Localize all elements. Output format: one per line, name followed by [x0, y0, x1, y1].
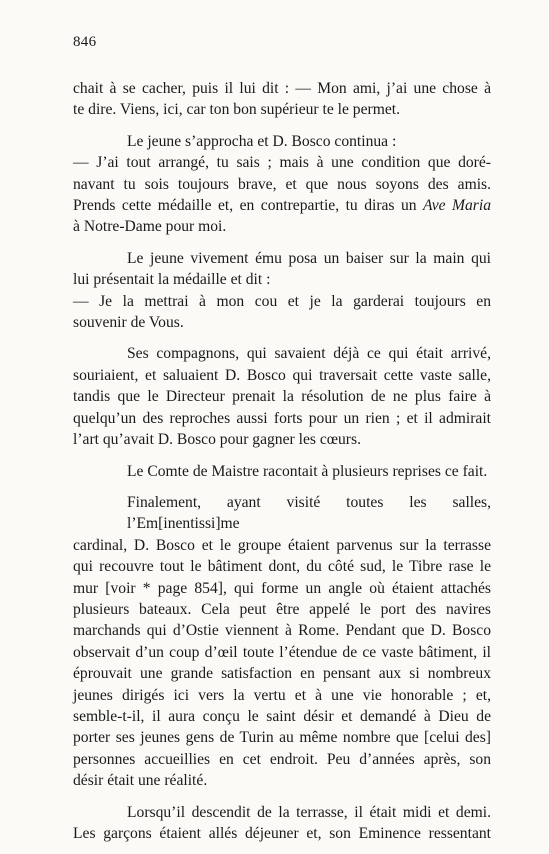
text-line: observait d’un coup d’œil toute l’étendue de ce vaste bâtiment, il	[73, 643, 491, 661]
page-number: 846	[73, 34, 97, 50]
text-line: souvenir de Vous.	[73, 314, 184, 332]
text-line: Lorsqu’il descendit de la terrasse, il était midi et demi.	[127, 803, 491, 821]
text-line: marchands qui d’Ostie viennent à Rome. Pendant que D. Bosco	[73, 622, 491, 640]
text-line: Le jeune s’approcha et D. Bosco continua :	[127, 132, 397, 150]
text-line: navant tu sois toujours brave, et que nous soyons des amis.	[73, 175, 491, 193]
text-line: chait à se cacher, puis il lui dit : — Mon ami, j’ai une chose à	[73, 80, 491, 97]
text-line: mur [voir * page 854], qui forme un angle où étaient attachés	[73, 579, 491, 597]
text-line: souriaient, et saluaient D. Bosco qui traversait cette vaste salle,	[73, 366, 491, 384]
text-line: Le jeune vivement ému posa un baiser sur la main qui	[127, 249, 491, 267]
text-line: jeunes dirigés ici vers la vertu et à une vie honorable ; et,	[73, 686, 491, 704]
text-line: tandis que le Directeur prenait la résolution de ne plus faire à	[73, 388, 491, 406]
text-line: — Je la mettrai à mon cou et je la garderai toujours en	[73, 292, 491, 310]
body-text	[73, 78, 491, 854]
text-line: l’art qu’avait D. Bosco pour gagner les cœurs.	[73, 431, 361, 449]
text-line: à Notre-Dame pour moi.	[73, 218, 227, 236]
text-line: quelqu’un des reproches aussi forts pour un rien ; et il admirait	[73, 409, 491, 427]
italic-text: Ave Maria	[423, 197, 492, 215]
text-line: qui recouvre tout le bâtiment dont, du côté sud, le Tibre rase le	[73, 558, 491, 576]
text-line: Les garçons étaient allés déjeuner et, son Eminence ressentant	[73, 825, 491, 842]
text-line: cardinal, D. Bosco et le groupe étaient parvenus sur la terrasse	[73, 536, 491, 554]
text-line: éprouvait une grande satisfaction en pensant aux si nombreux	[73, 665, 491, 683]
paragraph-5	[73, 461, 491, 482]
paragraph-2	[73, 131, 491, 238]
text-line: plusieurs bateaux. Cela peut être appelé le port des navires	[73, 600, 491, 618]
text-line: semble-t-il, il aura conçu le saint désir et demandé à Dieu de	[73, 707, 491, 725]
paragraph-4	[73, 343, 491, 450]
text-line: Finalement, ayant visité toutes les salles, l’Em[inentissi]me	[127, 493, 491, 533]
text-line: te dire. Viens, ici, car ton bon supérieur te le permet.	[73, 101, 400, 119]
text-line: — J’ai tout arrangé, tu sais ; mais à une condition que doré-	[73, 154, 491, 172]
paragraph-7	[73, 802, 491, 845]
paragraph-1	[73, 78, 491, 121]
text-line: Prends cette médaille et, en contrepartie, tu diras un Ave Maria	[73, 197, 492, 215]
text-line: désir était une réalité.	[73, 772, 208, 790]
text-line: Le Comte de Maistre racontait à plusieurs reprises ce fait.	[127, 462, 488, 480]
paragraph-3	[73, 248, 491, 334]
text-line: lui présentait la médaille et dit :	[73, 271, 271, 289]
text-line: personnes accueillies en cet endroit. Peu d’années après, son	[73, 750, 491, 768]
text-line: porter ses jeunes gens de Turin au même nombre que [celui des]	[73, 729, 491, 747]
text-line: Ses compagnons, qui savaient déjà ce qui était arrivé,	[127, 345, 491, 363]
paragraph-6	[73, 492, 491, 792]
